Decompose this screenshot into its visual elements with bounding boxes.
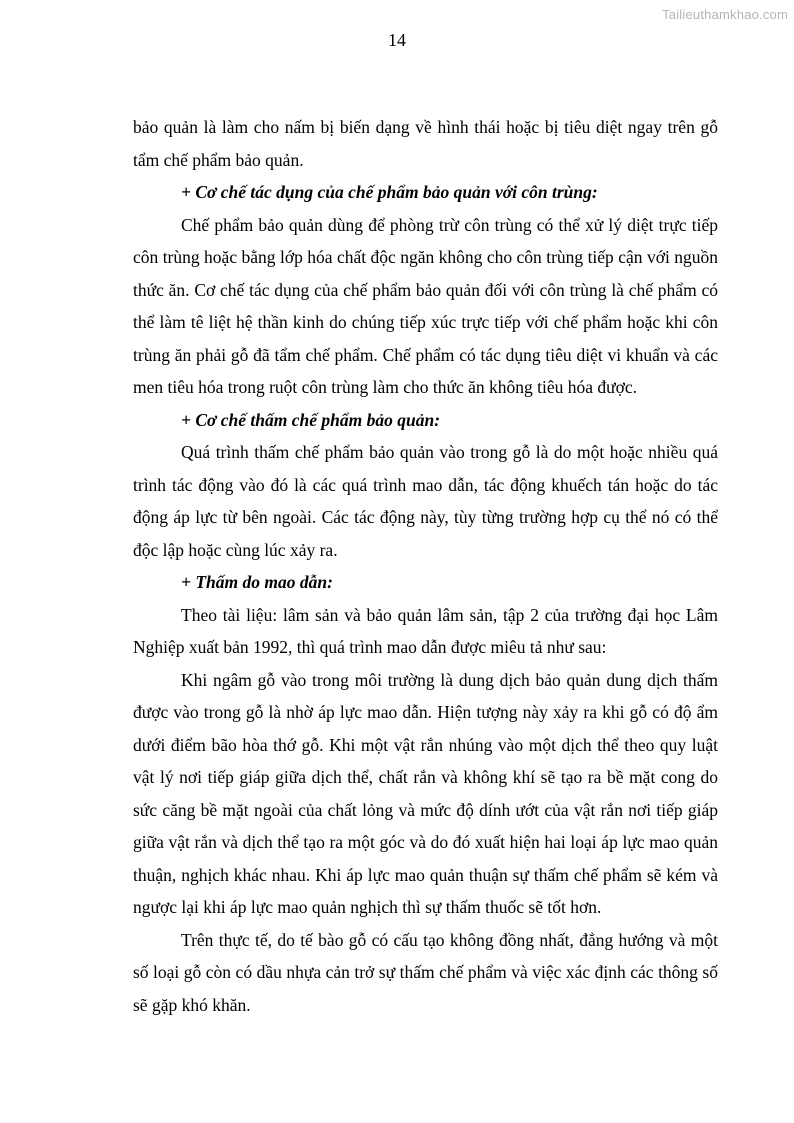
paragraph: Chế phẩm bảo quản dùng để phòng trừ côn trùng có thể xử lý diệt trực tiếp côn trùng hoặc bằng lớp hóa chất độc ngăn không cho côn trùng tiếp cận với nguồn thức ăn. Cơ chế tác dụng của chế phẩm bảo quản đối với côn trùng là chế phẩm có thể làm tê liệt hệ thần kinh do chúng tiếp xúc trực tiếp với chế phẩm hoặc khi côn trùng ăn phải gỗ đã tẩm chế phẩm. Chế phẩm có tác dụng tiêu diệt vi khuẩn và các men tiêu hóa trong ruột côn trùng làm cho thức ăn không tiêu hóa được. (133, 214, 718, 397)
watermark: Tailieuthamkhao.com (662, 7, 788, 22)
section-heading-capillary: + Thấm do mao dẫn: (181, 572, 333, 592)
page-number: 14 (388, 30, 406, 50)
section-heading-penetration-mechanism: + Cơ chế thấm chế phẩm bảo quản: (181, 409, 441, 430)
paragraph-continuation: bảo quản là làm cho nấm bị biến dạng về hình thái hoặc bị tiêu diệt ngay trên gỗ tẩm chế phẩm bảo quản. (133, 117, 718, 170)
document-body (133, 111, 718, 1021)
paragraph: Quá trình thấm chế phẩm bảo quản vào trong gỗ là do một hoặc nhiều quá trình tác động vào đó là các quá trình mao dẫn, tác động khuếch tán hoặc do tác động áp lực từ bên ngoài. Các tác động này, tùy từng trường hợp cụ thể nó có thể độc lập hoặc cùng lúc xảy ra. (133, 442, 718, 560)
paragraph: Khi ngâm gỗ vào trong môi trường là dung dịch bảo quản dung dịch thấm được vào trong gỗ là nhờ áp lực mao dẫn. Hiện tượng này xảy ra khi gỗ có độ ẩm dưới điểm bão hòa thớ gỗ. Khi một vật rắn nhúng vào một dịch thể theo quy luật vật lý nơi tiếp giáp giữa dịch thể, chất rắn và không khí sẽ tạo ra bề mặt cong do sức căng bề mặt ngoài của chất lỏng và mức độ dính ướt của vật rắn nơi tiếp giáp giữa vật rắn và dịch thể tạo ra một góc và do đó xuất hiện hai loại áp lực mao quản thuận, nghịch khác nhau. Khi áp lực mao quản thuận sự thấm chế phẩm sẽ kém và ngược lại khi áp lực mao quản nghịch thì sự thấm thuốc sẽ tốt hơn. (133, 669, 718, 917)
section-heading-insect-mechanism: + Cơ chế tác dụng của chế phẩm bảo quản với côn trùng: (181, 182, 598, 202)
paragraph: Trên thực tế, do tế bào gỗ có cấu tạo không đồng nhất, đẳng hướng và một số loại gỗ còn có dầu nhựa cản trở sự thấm chế phẩm và việc xác định các thông số sẽ gặp khó khăn. (133, 929, 718, 1015)
paragraph: Theo tài liệu: lâm sản và bảo quản lâm sản, tập 2 của trường đại học Lâm Nghiệp xuất bản 1992, thì quá trình mao dẫn được miêu tả như sau: (133, 604, 718, 657)
